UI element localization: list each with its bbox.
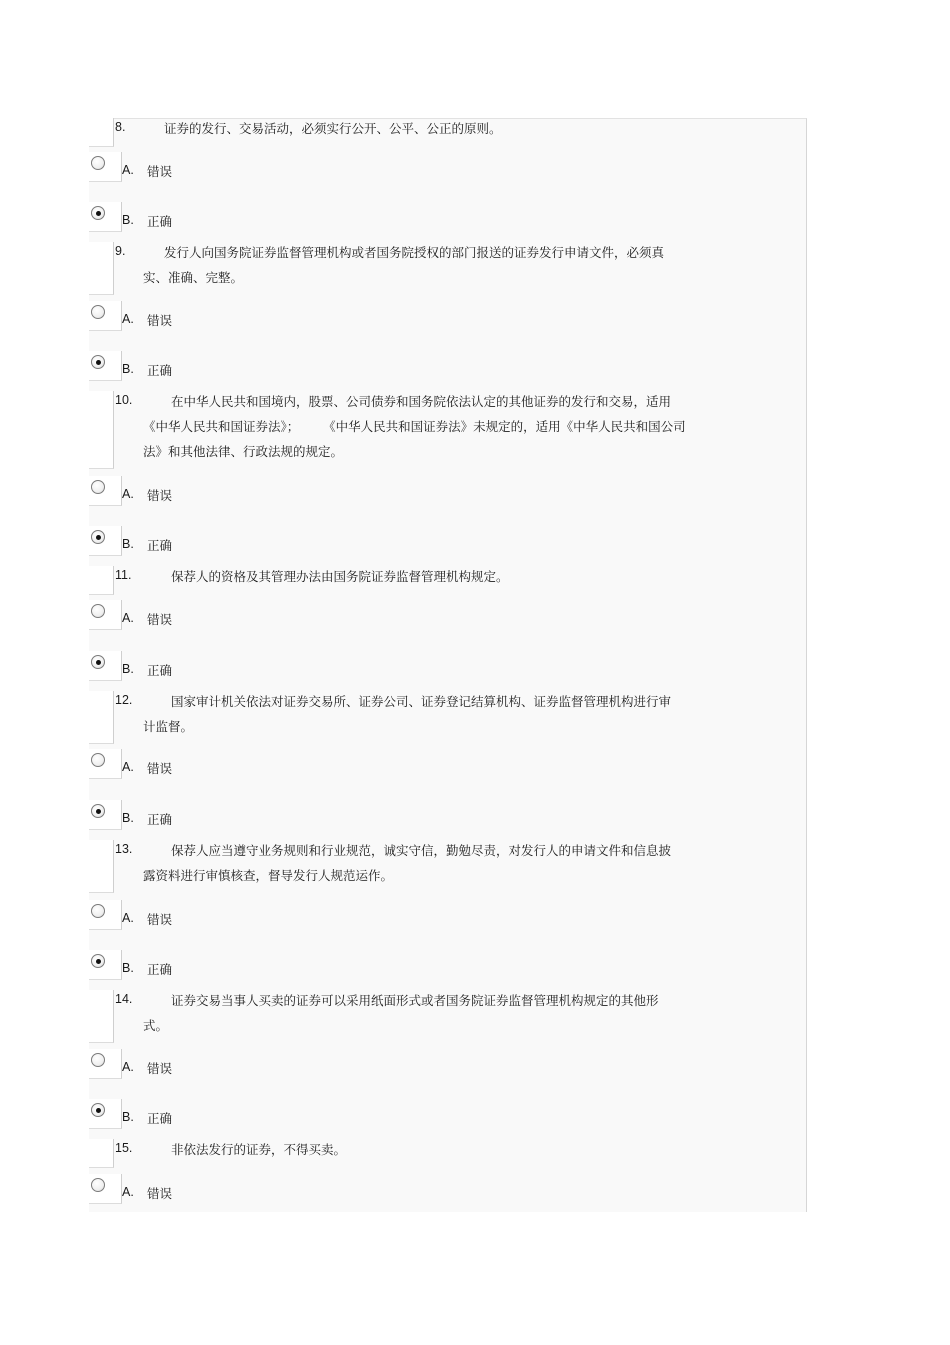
option-letter: B. [122, 1110, 134, 1124]
option-text[interactable]: 错误 [147, 912, 173, 927]
option-letter: B. [122, 213, 134, 227]
question-number: 11. [115, 568, 132, 582]
option-text[interactable]: 错误 [147, 1061, 173, 1076]
option-letter: A. [122, 1185, 134, 1199]
question-number: 8. [115, 120, 126, 134]
radio-selected-icon[interactable] [91, 530, 105, 544]
radio-dot-icon [96, 660, 101, 665]
option-letter: A. [122, 1060, 134, 1074]
option-letter: B. [122, 362, 134, 376]
radio-selected-icon[interactable] [91, 804, 105, 818]
radio-icon[interactable] [91, 753, 105, 767]
option-text[interactable]: 正确 [147, 214, 173, 229]
question-number: 10. [115, 393, 133, 407]
option-letter: B. [122, 811, 134, 825]
radio-selected-icon[interactable] [91, 206, 105, 220]
option-text[interactable]: 正确 [147, 663, 173, 678]
option-text[interactable]: 正确 [147, 1111, 173, 1126]
option-text[interactable]: 正确 [147, 962, 173, 977]
radio-selected-icon[interactable] [91, 1103, 105, 1117]
option-letter: A. [122, 911, 134, 925]
option-text[interactable]: 错误 [147, 761, 173, 776]
question-stub [89, 118, 114, 147]
option-text[interactable]: 错误 [147, 488, 173, 503]
radio-icon[interactable] [91, 305, 105, 319]
option-letter: B. [122, 961, 134, 975]
option-text[interactable]: 错误 [147, 164, 173, 179]
radio-icon[interactable] [91, 156, 105, 170]
option-letter: A. [122, 611, 134, 625]
radio-dot-icon [96, 809, 101, 814]
option-letter: A. [122, 312, 134, 326]
option-letter: B. [122, 662, 134, 676]
option-text[interactable]: 错误 [147, 1186, 173, 1201]
option-letter: A. [122, 487, 134, 501]
question-text-line: 国家审计机关依法对证券交易所、证券公司、证券登记结算机构、证券监督管理机构进行审 [171, 694, 672, 709]
question-text-line: 式。 [143, 1018, 169, 1033]
radio-selected-icon[interactable] [91, 954, 105, 968]
question-text-line: 证券的发行、交易活动，必须实行公开、公平、公正的原则。 [164, 121, 502, 136]
question-stub [89, 391, 114, 469]
radio-selected-icon[interactable] [91, 655, 105, 669]
question-stub [89, 990, 114, 1043]
question-stub [89, 840, 114, 893]
question-number: 9. [115, 244, 126, 258]
option-text[interactable]: 正确 [147, 363, 173, 378]
question-text-line: 保荐人应当遵守业务规则和行业规范，诚实守信，勤勉尽责，对发行人的申请文件和信息披 [171, 843, 672, 858]
option-text[interactable]: 正确 [147, 538, 173, 553]
question-stub [89, 242, 114, 295]
question-stub [89, 691, 114, 744]
question-stub [89, 1139, 114, 1168]
question-text-line: 证券交易当事人买卖的证券可以采用纸面形式或者国务院证券监督管理机构规定的其他形 [171, 993, 659, 1008]
question-text-line: 在中华人民共和国境内，股票、公司债券和国务院依法认定的其他证券的发行和交易，适用 [171, 394, 672, 409]
question-number: 12. [115, 693, 133, 707]
question-text-line: 保荐人的资格及其管理办法由国务院证券监督管理机构规定。 [171, 569, 509, 584]
option-text[interactable]: 错误 [147, 612, 173, 627]
option-letter: A. [122, 163, 134, 177]
option-letter: B. [122, 537, 134, 551]
radio-dot-icon [96, 211, 101, 216]
option-text[interactable]: 错误 [147, 313, 173, 328]
question-text-line: 计监督。 [143, 719, 194, 734]
radio-dot-icon [96, 360, 101, 365]
radio-selected-icon[interactable] [91, 355, 105, 369]
option-letter: A. [122, 760, 134, 774]
question-text-line: 实、准确、完整。 [143, 270, 244, 285]
question-number: 14. [115, 992, 133, 1006]
radio-icon[interactable] [91, 604, 105, 618]
radio-icon[interactable] [91, 480, 105, 494]
radio-icon[interactable] [91, 1053, 105, 1067]
question-stub [89, 566, 114, 595]
question-number: 15. [115, 1141, 133, 1155]
radio-dot-icon [96, 1108, 101, 1113]
question-text-line: 法》和其他法律、行政法规的规定。 [143, 444, 344, 459]
option-text[interactable]: 正确 [147, 812, 173, 827]
question-number: 13. [115, 842, 133, 856]
radio-icon[interactable] [91, 904, 105, 918]
question-text-line: 发行人向国务院证券监督管理机构或者国务院授权的部门报送的证券发行申请文件，必须真 [164, 245, 665, 260]
question-text-line: 非依法发行的证券，不得买卖。 [171, 1142, 347, 1157]
radio-dot-icon [96, 959, 101, 964]
radio-icon[interactable] [91, 1178, 105, 1192]
radio-dot-icon [96, 535, 101, 540]
question-text-line: 《中华人民共和国证券法》； 《中华人民共和国证券法》未规定的，适用《中华人民共和国公司 [143, 419, 686, 434]
question-text-line: 露资料进行审慎核查，督导发行人规范运作。 [143, 868, 394, 883]
